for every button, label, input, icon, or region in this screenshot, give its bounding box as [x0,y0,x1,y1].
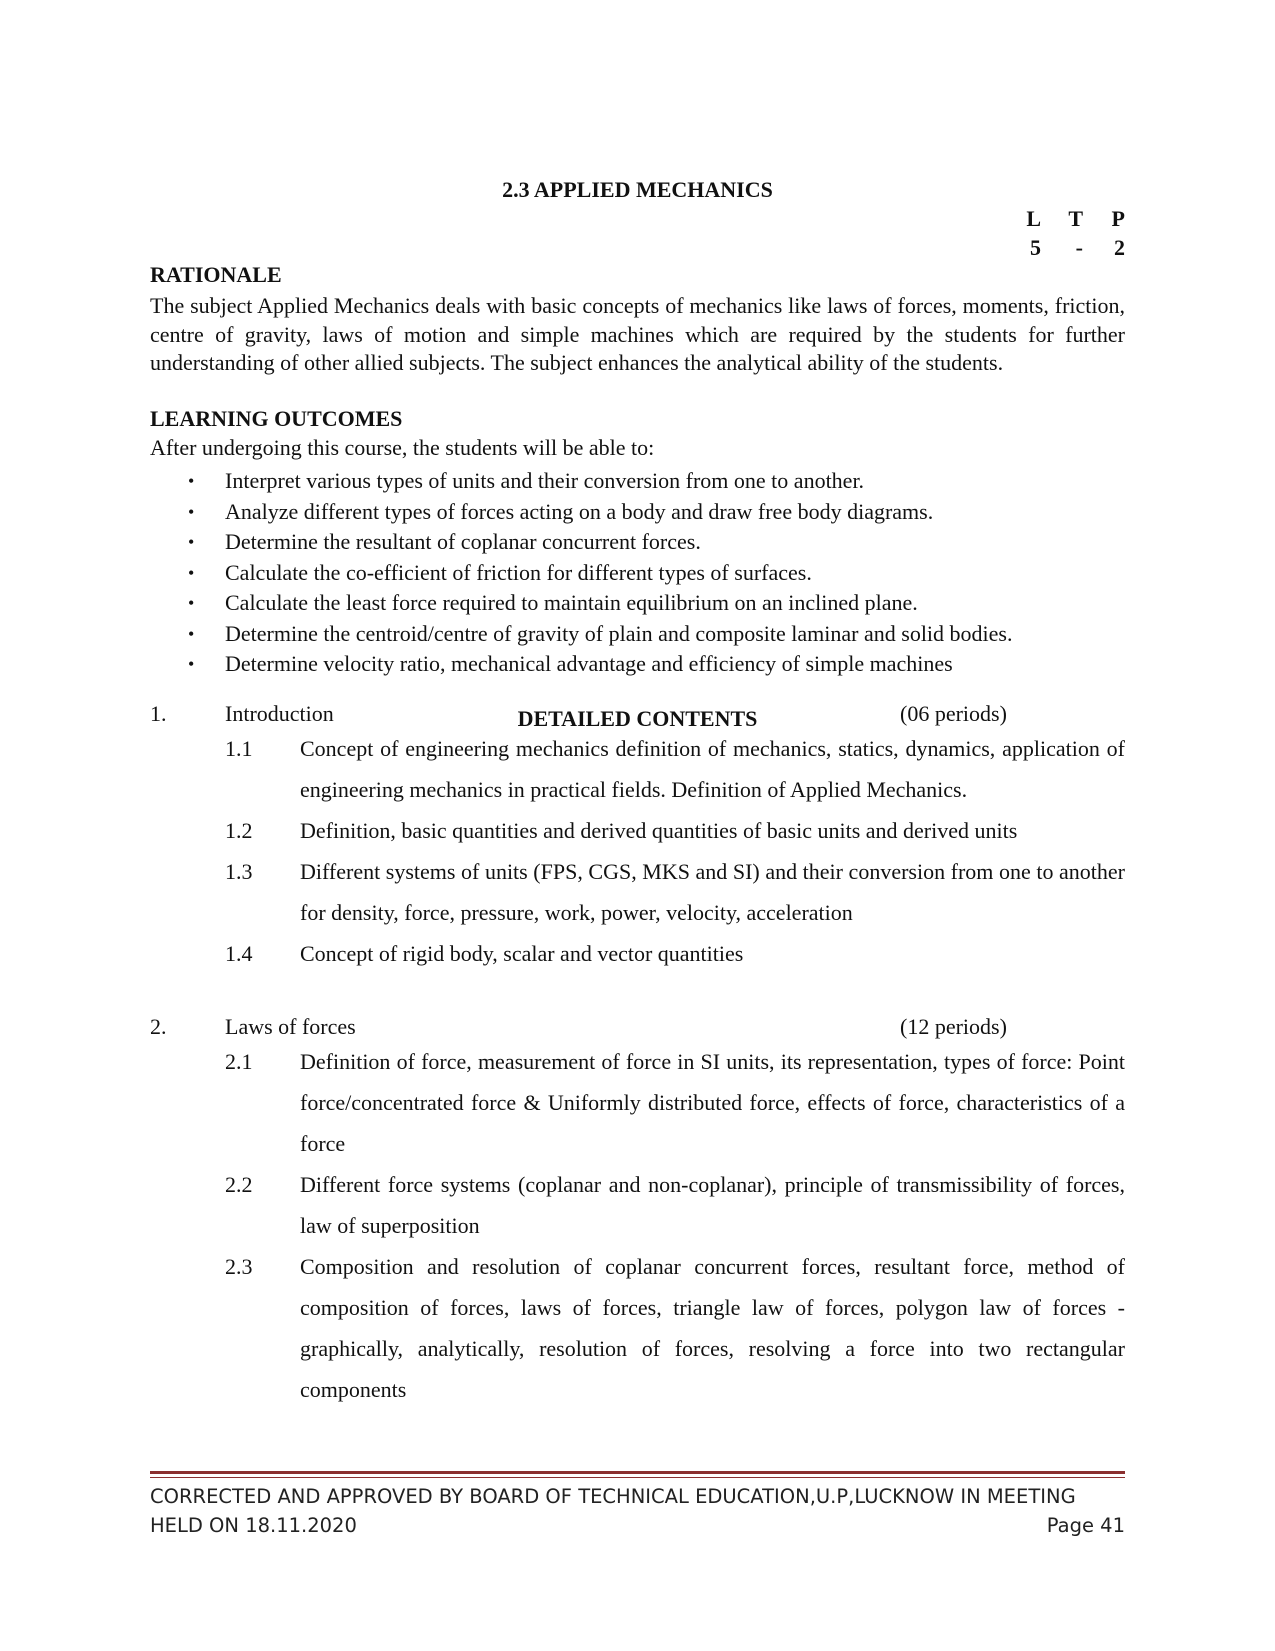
section-heading-row [150,700,1125,728]
bullet-icon: • [188,501,195,522]
section-title: Introduction [225,701,334,726]
bullet-icon: • [188,532,195,552]
content-item [150,1246,1125,1410]
course-title: 2.3 APPLIED MECHANICS [502,177,773,202]
footer-meeting-date: HELD ON 18.11.2020 [150,1514,357,1537]
content-item-text: Definition of force, measurement of force in SI units, its representation, types of force: Point force/concentrated force & Uniformly distributed force, effects of force, characteristics of a force [300,1049,1125,1156]
ltp-header-t: T [1068,206,1083,231]
content-item [150,728,1125,810]
section-periods: (06 periods) [900,701,1007,726]
rationale-heading: RATIONALE [150,262,282,287]
learning-outcomes-intro: After undergoing this course, the students will be able to: [150,435,655,460]
ltp-value-p: 2 [1114,235,1125,260]
footer-divider [150,1471,1125,1478]
page-number: Page 41 [1046,1514,1125,1537]
learning-outcome-item [150,588,1012,619]
content-item-number: 2.3 [225,1254,253,1279]
learning-outcome-item [150,527,1012,558]
ltp-header-p: P [1111,206,1125,231]
bullet-icon: • [188,593,195,613]
learning-outcome-text: Interpret various types of units and their conversion from one to another. [225,468,865,493]
content-section [150,700,1125,974]
learning-outcome-item [150,497,1012,528]
content-item-text: Definition, basic quantities and derived quantities of basic units and derived units [300,818,1018,843]
section-heading-row [150,1013,1125,1041]
section-number: 2. [150,1014,167,1039]
content-item-number: 1.3 [225,859,253,884]
content-item [150,851,1125,933]
bullet-icon: • [188,562,195,583]
content-item-text: Different systems of units (FPS, CGS, MKS and SI) and their conversion from one to another for density, force, pressure, work, power, velocity, acceleration [300,859,1125,925]
content-item [150,1164,1125,1246]
bullet-icon: • [188,623,195,644]
page-footer [150,1482,1125,1540]
content-item [150,810,1125,851]
section-number: 1. [150,701,167,726]
ltp-value-row [999,235,1125,264]
content-item-text: Concept of engineering mechanics definition of mechanics, statics, dynamics, application of engineering mechanics in practical fields. Definition of Applied Mechanics. [300,736,1125,802]
bullet-icon: • [188,471,195,491]
content-item-number: 2.2 [225,1172,253,1197]
detailed-contents-heading: DETAILED CONTENTS [517,706,758,731]
footer-approval-line: CORRECTED AND APPROVED BY BOARD OF TECHNICAL EDUCATION,U.P,LUCKNOW IN MEETING [150,1485,1076,1508]
section-periods: (12 periods) [900,1014,1007,1039]
learning-outcome-item [150,619,1012,650]
learning-outcome-text: Determine the resultant of coplanar concurrent forces. [225,529,701,554]
learning-outcomes-list [150,466,1012,680]
learning-outcomes-heading: LEARNING OUTCOMES [150,406,403,431]
content-item [150,1041,1125,1164]
ltp-header-row [999,206,1125,235]
bullet-icon: • [188,654,195,674]
content-section [150,1013,1125,1410]
document-page [150,0,1125,1651]
learning-outcome-text: Determine the centroid/centre of gravity of plain and composite laminar and solid bodies. [225,620,1013,646]
ltp-value-t: - [1075,235,1083,260]
learning-outcome-text: Analyze different types of forces acting on a body and draw free body diagrams. [225,498,934,524]
content-item-number: 1.1 [225,736,253,761]
content-item [150,933,1125,974]
section-title: Laws of forces [225,1014,356,1039]
content-item-text: Different force systems (coplanar and non-coplanar), principle of transmissibility of forces, law of superposition [300,1172,1125,1238]
ltp-table [999,206,1125,264]
learning-outcome-item [150,466,1012,497]
learning-outcome-text: Determine velocity ratio, mechanical advantage and efficiency of simple machines [225,651,953,676]
learning-outcome-item [150,558,1012,589]
content-item-number: 1.4 [225,941,253,966]
learning-outcome-item [150,649,1012,680]
rationale-text: The subject Applied Mechanics deals with basic concepts of mechanics like laws of forces, moments, friction, centre of gravity, laws of motion and simple machines which are required by the students for further understanding of other allied subjects. The subject enhances the analytical ability of the students. [150,293,1125,375]
content-item-number: 1.2 [225,818,253,843]
content-item-number: 2.1 [225,1049,253,1074]
learning-outcome-text: Calculate the least force required to maintain equilibrium on an inclined plane. [225,590,918,615]
learning-outcome-text: Calculate the co-efficient of friction for different types of surfaces. [225,559,812,585]
content-item-text: Concept of rigid body, scalar and vector quantities [300,941,744,966]
ltp-header-l: L [1026,206,1041,231]
ltp-value-l: 5 [1030,235,1041,260]
content-item-text: Composition and resolution of coplanar concurrent forces, resultant force, method of composition of forces, laws of forces, triangle law of forces, polygon law of forces - graphically, analytically, resolution of forces, resolving a force into two rectangular components [300,1254,1125,1402]
